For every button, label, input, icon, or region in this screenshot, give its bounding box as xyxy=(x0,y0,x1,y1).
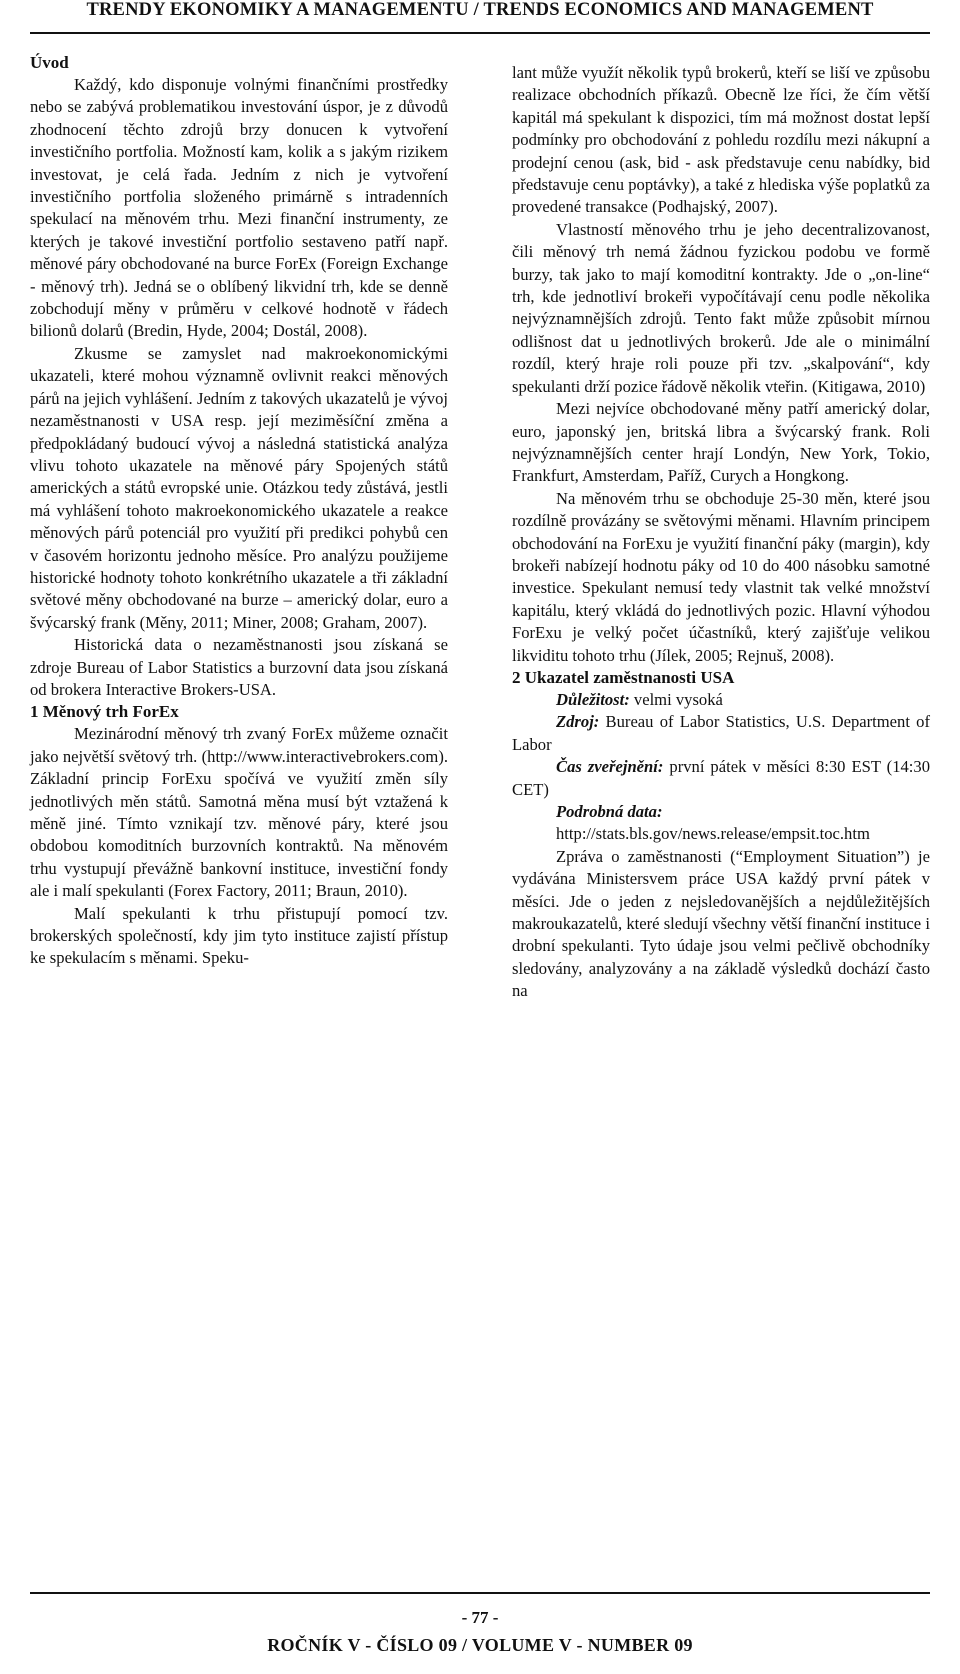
meta-value: velmi vysoká xyxy=(629,689,723,709)
volume-line: ROČNÍK V - ČÍSLO 09 / VOLUME V - NUMBER 09 xyxy=(267,1635,693,1655)
meta-detail xyxy=(512,801,930,823)
meta-label: Důležitost: xyxy=(556,689,630,709)
meta-label: Čas zveřejnění: xyxy=(556,757,664,777)
section-heading-forex: 1 Měnový trh ForEx xyxy=(30,702,179,722)
page-number: - 77 - xyxy=(461,1608,499,1627)
paragraph: Zkusme se zamyslet nad makroekonomickými ukazateli, které mohou významně ovlivnit reakci měnových párů na jejich vyhlášení. Jedním z takových ukazatelů je vývoj nezaměstnanosti v USA resp. její meziměsíční změna a předpokládaný budoucí vývoj a následná statistická analýza vlivu tohoto ukazatele na měnové páry Spojených států amerických a států evropské unie. Otázkou tedy zůstává, jestli má vyhlášení tohoto makroekonomického ukazatele a reakce měnových párů potenciál pro využití při predikci pohybů cen v časovém horizontu jednoho měsíce. Pro analýzu použijeme historické hodnoty tohoto konkrétního ukazatele a tři základní světové měny obchodované na burze – americký dolar, euro a švýcarský frank (Měny, 2011; Miner, 2008; Graham, 2007). xyxy=(30,343,448,632)
meta-label: Podrobná data: xyxy=(556,802,663,821)
paragraph: Historická data o nezaměstnanosti jsou získaná se zdroje Bureau of Labor Statistics a burzovní data jsou získaná od brokera Interactive Brokers-USA. xyxy=(30,635,448,699)
left-column xyxy=(30,52,448,970)
paragraph: Každý, kdo disponuje volnými finančními prostředky nebo se zabývá problematikou investování úspor, je z důvodů zhodnocení těchto zdrojů brzy donucen k vytvoření investičního portfolia. Možností kam, kolik a s jakým rizikem investovat, je celá řada. Jedním z nich je vytvoření investičního portfolia složeného primárně s intradenních spekulací na měnovém trhu. Mezi finanční instrumenty, ze kterých je takové investiční portfolio sestaveno patří např. měnové páry obchodované na burce ForEx (Foreign Exchange - měnový trh). Jedná se o oblíbený likvidní trh, kde se denně zobchodují měny v průměru v celkové hodnotě v řádech bilionů dolarů (Bredin, Hyde, 2004; Dostál, 2008). xyxy=(30,75,448,341)
meta-label: Zdroj: xyxy=(556,712,600,732)
section-heading-employment: 2 Ukazatel zaměstnanosti USA xyxy=(512,667,735,687)
paragraph: Malí spekulanti k trhu přistupují pomocí tzv. brokerských společností, kdy jim tyto instituce zajistí přístup ke spekulacím s měnami. Speku- xyxy=(30,903,448,968)
paragraph: Mezi nejvíce obchodované měny patří americký dolar, euro, japonský jen, britská libra a švýcarský frank. Roli nejvýznamnějších center hrají Londýn, New York, Tokio, Frankfurt, Amsterdam, Paříž, Curych a Hongkong. xyxy=(512,399,930,486)
footer-divider xyxy=(30,1592,930,1594)
meta-importance xyxy=(512,689,930,711)
paragraph: Mezinárodní měnový trh zvaný ForEx můžeme označit jako největší světový trh. (http://www.interactivebrokers.com). Základní princip ForExu spočívá ve využití změn síly jednotlivých měn států. Samotná měna musí být vztažená k měně jiné. Tímto vznikají tzv. měnové páry, které jsou obdobou komoditních burzovních kontraktů. Na měnovém trhu vystupují převážně bankovní instituce, investiční fondy ale i malí spekulanti (Forex Factory, 2011; Braun, 2010). xyxy=(30,724,448,901)
section-heading-uvod: Úvod xyxy=(30,53,69,72)
paragraph: Vlastností měnového trhu je jeho decentralizovanost, čili měnový trh nemá žádnou fyzickou podobu ve formě burzy, tak jako to mají komoditní kontrakty. Jde o „on-line“ trh, kde jednotliví brokeři vypočítávají cenu podle několika nejvýznamnějších zdrojů. Tento fakt může způsobit mírnou odlišnost dat u jednotlivých brokerů. Jde ale o minimální rozdíl, který hraje roli pouze při tzv. „skalpování“, kdy spekulanti drží pozice řádově několik vteřin. (Kitigawa, 2010) xyxy=(512,219,930,396)
meta-source xyxy=(512,711,930,756)
running-header: TRENDY EKONOMIKY A MANAGEMENTU / TRENDS ECONOMICS AND MANAGEMENT xyxy=(30,0,930,34)
paragraph: lant může využít několik typů brokerů, kteří se liší ve způsobu realizace obchodních příkazů. Obecně lze říci, že čím větší kapitál má spekulant k dispozici, tím má možnost dostat lepší podmínky pro obchodování z pohledu rozdílu mezi nákupní a prodejní cenou (ask, bid - ask představuje cenu nabídky, bid představuje cenu poptávky), a také z hlediska výše poplatků za provedené transakce (Podhajský, 2007). xyxy=(512,63,930,217)
right-column xyxy=(512,62,930,1003)
detail-url-link[interactable]: http://stats.bls.gov/news.release/empsit.toc.htm xyxy=(556,824,870,844)
meta-value: Bureau of Labor Statistics, U.S. Department of Labor xyxy=(512,712,930,754)
paragraph: Na měnovém trhu se obchoduje 25-30 měn, které jsou rozdílně provázány se světovými měnami. Hlavním principem obchodování na ForExu je využití finanční páky (margin), kdy brokeři nabízejí hodnotu páky od 10 do 400 násobku samotné investice. Spekulant nemusí tedy vlastnit tak velké množství kapitálu, který vkládá do jednotlivých pozic. Hlavní výhodou ForExu je velký počet účastníků, který zajišťuje velikou likviditu tohoto trhu (Jílek, 2005; Rejnuš, 2008). xyxy=(512,488,930,665)
meta-value: první pátek v měsíci 8:30 EST (14:30 CET) xyxy=(512,757,930,799)
meta-time xyxy=(512,756,930,801)
paragraph: Zpráva o zaměstnanosti (“Employment Situation”) je vydávána Ministersvem práce USA každý první pátek v měsíci. Jde o jeden z nejsledovanějších a nejdůležitějších makroukazatelů, které sledují všechny větší finanční instituce i drobní spekulanti. Tyto údaje jsou velmi pečlivě obchodníky sledovány, analyzovány a na základě výsledků dochází často na xyxy=(512,846,930,1001)
